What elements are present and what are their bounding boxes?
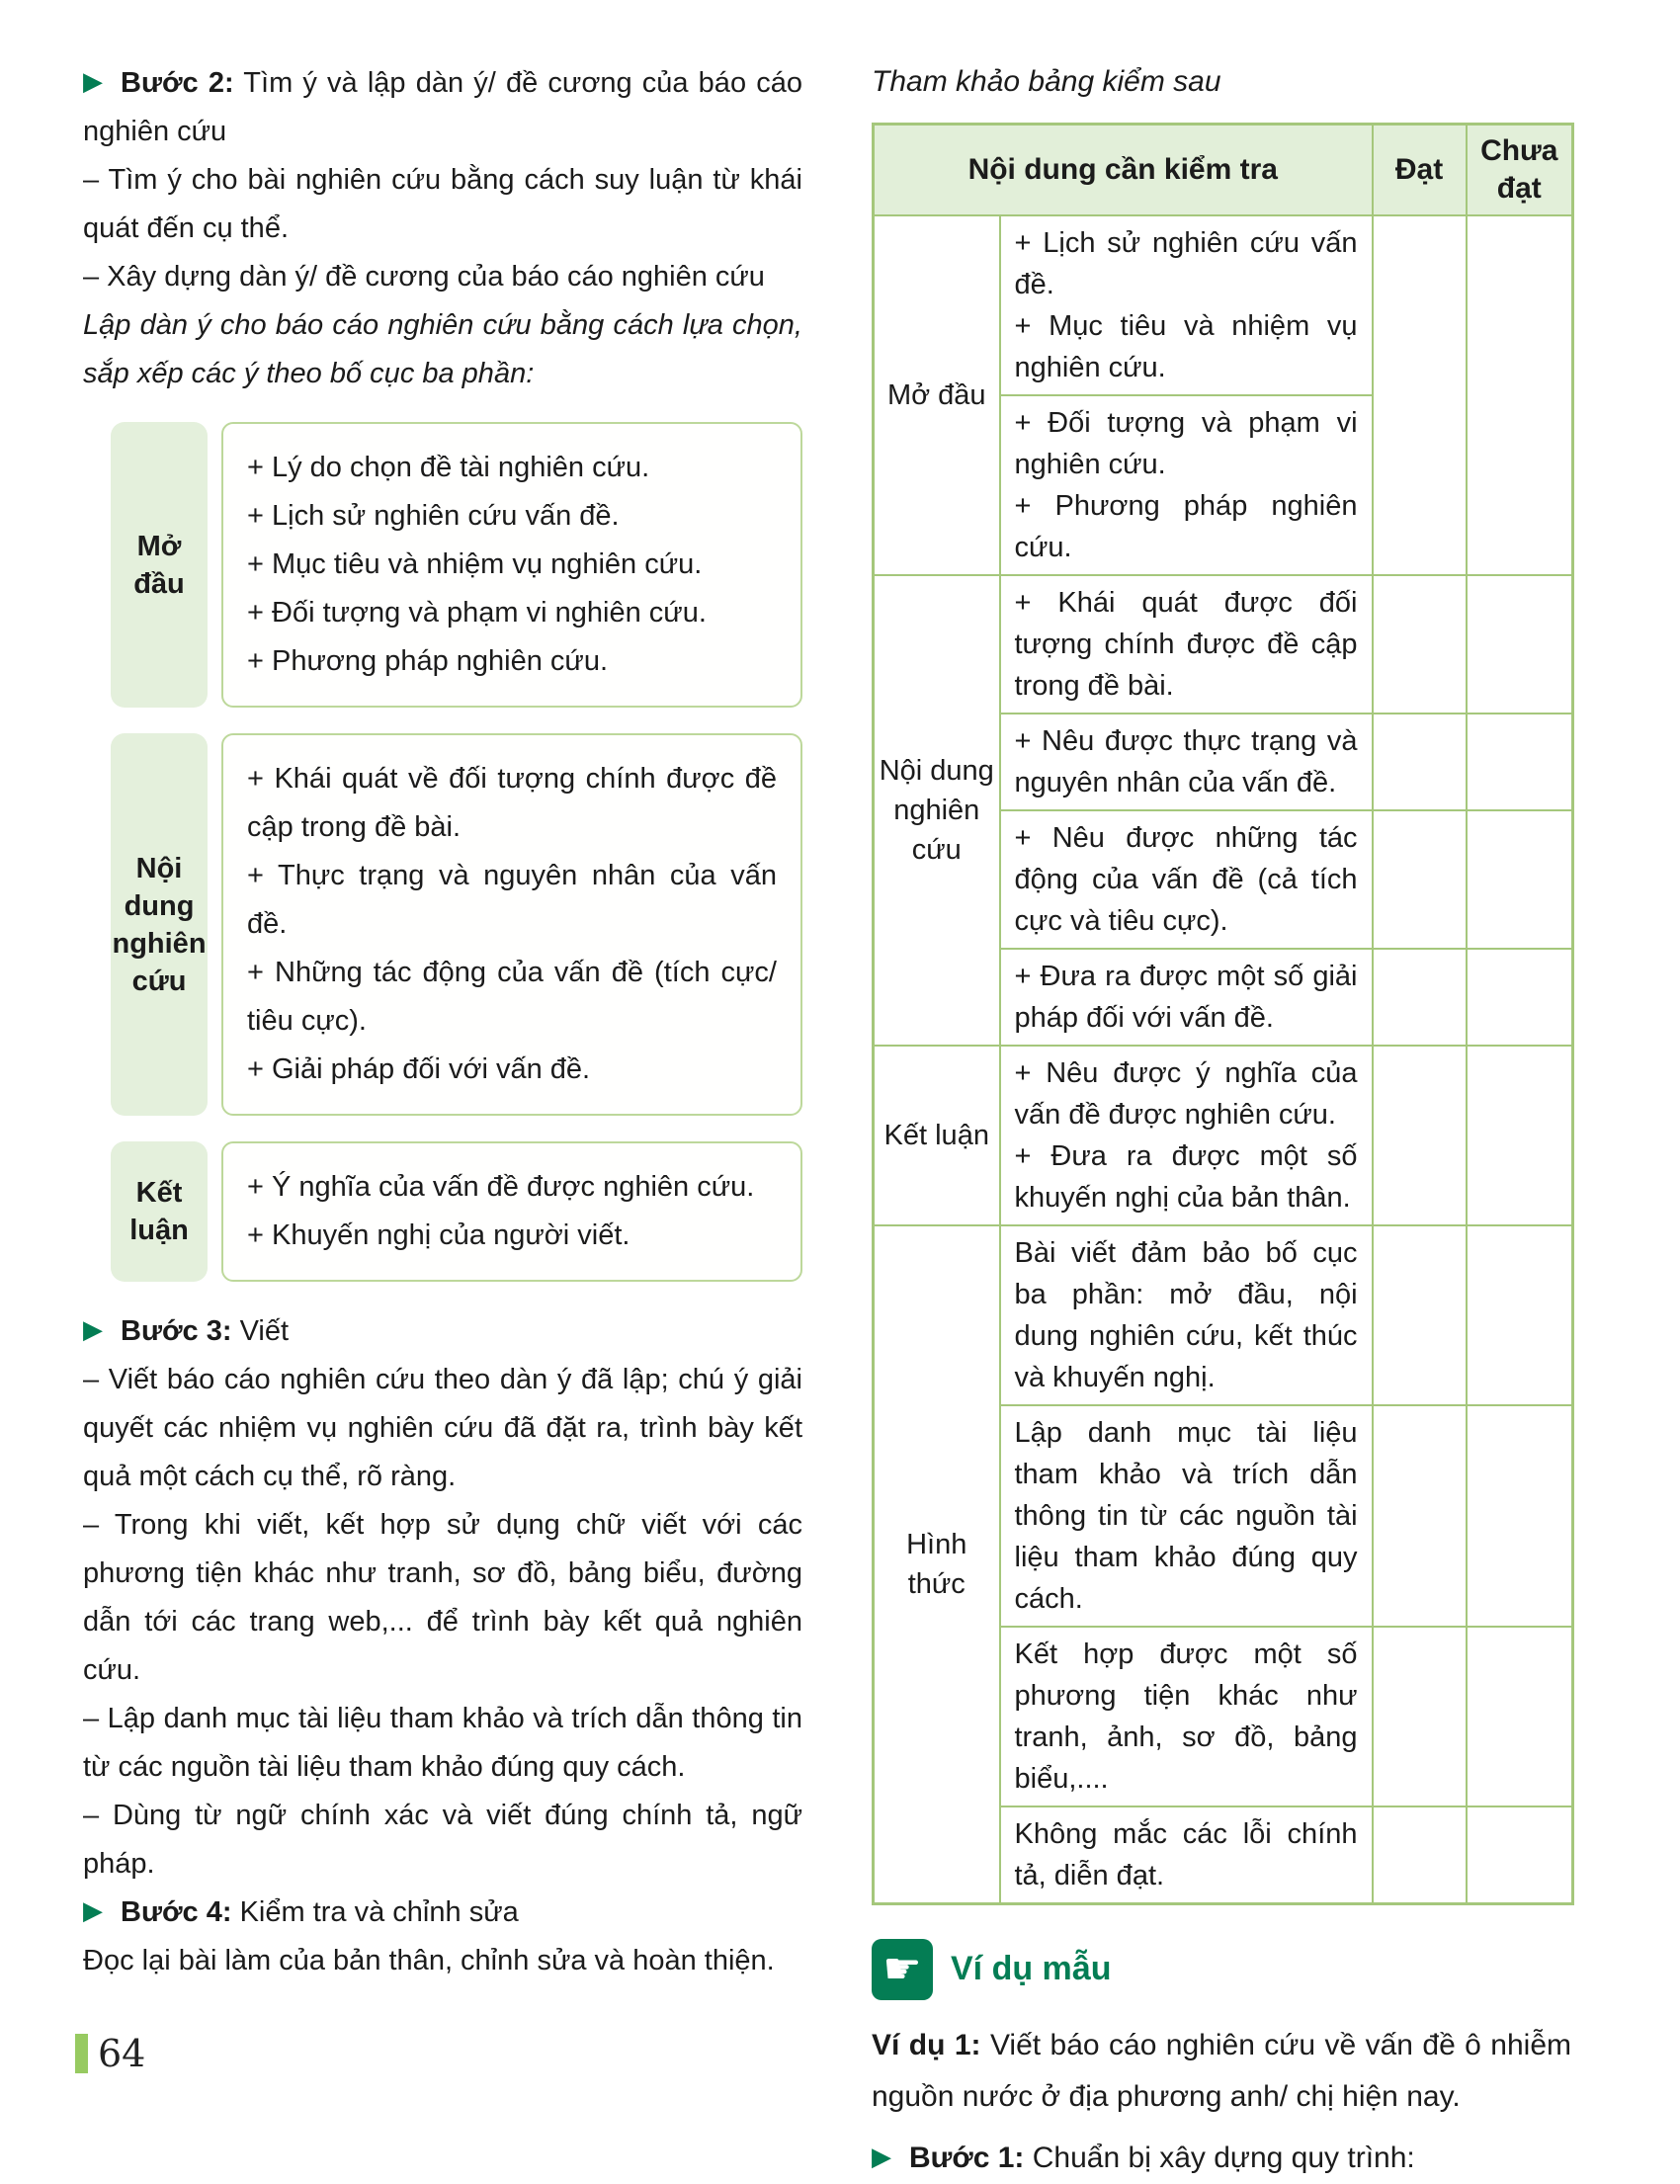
outline-group-content — [111, 733, 802, 1116]
left-column — [83, 59, 802, 1985]
outline-item: + Giải pháp đối với vấn đề. — [247, 1053, 591, 1085]
outline-item: + Phương pháp nghiên cứu. — [247, 645, 609, 677]
column-header-pass: Đạt — [1373, 125, 1467, 215]
table-group-label: Nội dung nghiên cứu — [874, 575, 1000, 1046]
checklist-item: + Phương pháp nghiên cứu. — [1014, 489, 1358, 563]
example-section-header — [872, 1939, 1571, 2000]
pointing-hand-glyph: ☛ — [882, 1944, 922, 1993]
check-cell-fail — [1467, 714, 1573, 810]
table-row — [874, 575, 1573, 714]
step-arrow-icon: ▶ — [83, 1314, 103, 1344]
check-cell-fail — [1467, 949, 1573, 1046]
criteria-cell — [1000, 215, 1373, 395]
checklist-item: + Nêu được ý nghĩa của vấn đề được nghiên cứu. — [1014, 1056, 1358, 1131]
step1-heading — [872, 2133, 1571, 2184]
checklist-caption: Tham khảo bảng kiểm sau — [872, 65, 1221, 98]
step-arrow-icon: ▶ — [83, 1895, 103, 1925]
column-header-fail: Chưa đạt — [1467, 125, 1573, 215]
outline-item: + Mục tiêu và nhiệm vụ nghiên cứu. — [247, 548, 703, 580]
checklist-item: Kết hợp được một số phương tiện khác như tranh, ảnh, sơ đồ, bảng biểu,.... — [1014, 1638, 1358, 1795]
step4-paragraph: Đọc lại bài làm của bản thân, chỉnh sửa và hoàn thiện. — [83, 1945, 775, 1976]
table-group-label: Mở đầu — [874, 215, 1000, 575]
step-arrow-icon: ▶ — [83, 66, 103, 96]
criteria-cell — [1000, 949, 1373, 1046]
checklist-item: Bài viết đảm bảo bố cục ba phần: mở đầu, nội dung nghiên cứu, kết thúc và khuyến nghị. — [1014, 1236, 1358, 1393]
step3-text: Viết — [239, 1315, 290, 1347]
check-cell-pass — [1373, 1046, 1467, 1225]
example-section-title: Ví dụ mẫu — [951, 1950, 1112, 1987]
example1-label: Ví dụ 1: — [872, 2028, 981, 2061]
outline-label-conclusion: Kết luận — [111, 1141, 208, 1282]
checklist-item: + Mục tiêu và nhiệm vụ nghiên cứu. — [1014, 309, 1358, 383]
step1-label: Bước 1: — [909, 2141, 1025, 2174]
check-cell-pass — [1373, 1806, 1467, 1904]
check-cell-fail — [1467, 1405, 1573, 1627]
check-cell-fail — [1467, 1225, 1573, 1405]
checklist-item: + Khái quát được đối tượng chính được đề cập trong đề bài. — [1014, 586, 1358, 702]
outline-box-content — [221, 733, 802, 1116]
step3-paragraph: – Lập danh mục tài liệu tham khảo và trích dẫn thông tin từ các nguồn tài liệu tham khảo đúng quy cách. — [83, 1703, 802, 1783]
check-cell-pass — [1373, 1627, 1467, 1806]
check-cell-pass — [1373, 1225, 1467, 1405]
checklist-item: Lập danh mục tài liệu tham khảo và trích dẫn thông tin từ các nguồn tài liệu tham khảo đúng quy cách. — [1014, 1416, 1358, 1615]
check-cell-pass — [1373, 215, 1467, 575]
table-row — [874, 1046, 1573, 1225]
paragraph-build-outline: – Xây dựng dàn ý/ đề cương của báo cáo nghiên cứu — [83, 261, 765, 293]
criteria-cell — [1000, 1627, 1373, 1806]
page-number-value: 64 — [98, 2032, 146, 2075]
column-header-criteria: Nội dung cần kiểm tra — [874, 125, 1373, 215]
example1-paragraph — [872, 2020, 1571, 2123]
example1-text: Viết báo cáo nghiên cứu về vấn đề ô nhiễm nguồn nước ở địa phương anh/ chị hiện nay. — [872, 2028, 1571, 2113]
criteria-cell — [1000, 810, 1373, 949]
outline-item: + Khuyến nghị của người viết. — [247, 1219, 630, 1251]
outline-box-conclusion — [221, 1141, 802, 1282]
step3-label: Bước 3: — [121, 1315, 232, 1347]
step3-paragraph: – Dùng từ ngữ chính xác và viết đúng chính tả, ngữ pháp. — [83, 1800, 802, 1880]
step2-label: Bước 2: — [121, 67, 234, 99]
criteria-cell — [1000, 575, 1373, 714]
outline-item: + Những tác động của vấn đề (tích cực/ tiêu cực). — [247, 957, 777, 1037]
outline-item: + Lịch sử nghiên cứu vấn đề. — [247, 500, 620, 532]
checklist-item: + Nêu được những tác động của vấn đề (cả tích cực và tiêu cực). — [1014, 821, 1358, 937]
outline-box-opening — [221, 422, 802, 708]
outline-group-opening — [111, 422, 802, 708]
checklist-item: + Đưa ra được một số giải pháp đối với vấn đề. — [1014, 960, 1358, 1034]
outline-group-conclusion — [111, 1141, 802, 1282]
checklist-item: + Đưa ra được một số khuyến nghị của bản thân. — [1014, 1139, 1358, 1214]
outline-item: + Lý do chọn đề tài nghiên cứu. — [247, 452, 650, 483]
step3-heading — [83, 1307, 802, 1356]
check-cell-fail — [1467, 1627, 1573, 1806]
check-cell-fail — [1467, 575, 1573, 714]
check-cell-fail — [1467, 1046, 1573, 1225]
step4-heading — [83, 1889, 802, 1937]
table-group-label: Hình thức — [874, 1225, 1000, 1904]
step4-text: Kiểm tra và chỉnh sửa — [239, 1896, 519, 1928]
paragraph-find-ideas: – Tìm ý cho bài nghiên cứu bằng cách suy luận từ khái quát đến cụ thể. — [83, 164, 802, 244]
page-number — [75, 2032, 145, 2075]
step-arrow-icon: ▶ — [872, 2141, 891, 2171]
check-cell-fail — [1467, 1806, 1573, 1904]
table-group-label: Kết luận — [874, 1046, 1000, 1225]
outline-label-content: Nội dung nghiên cứu — [111, 733, 208, 1116]
table-row — [874, 1225, 1573, 1405]
criteria-cell — [1000, 1046, 1373, 1225]
step4-label: Bước 4: — [121, 1896, 232, 1928]
step3-paragraph: – Viết báo cáo nghiên cứu theo dàn ý đã lập; chú ý giải quyết các nhiệm vụ nghiên cứu đã đặt ra, trình bày kết quả một cách cụ thể, rõ ràng. — [83, 1364, 802, 1492]
outline-label-opening: Mở đầu — [111, 422, 208, 708]
criteria-cell — [1000, 395, 1373, 575]
outline-item: + Đối tượng và phạm vi nghiên cứu. — [247, 597, 707, 629]
criteria-cell — [1000, 714, 1373, 810]
checklist-table — [872, 123, 1574, 1905]
outline-item: + Thực trạng và nguyên nhân của vấn đề. — [247, 860, 777, 940]
checklist-item: Không mắc các lỗi chính tả, diễn đạt. — [1014, 1817, 1358, 1891]
check-cell-pass — [1373, 575, 1467, 714]
outline-item: + Khái quát về đối tượng chính được đề cập trong đề bài. — [247, 763, 777, 843]
checklist-item: + Lịch sử nghiên cứu vấn đề. — [1014, 226, 1358, 300]
check-cell-pass — [1373, 810, 1467, 949]
step3-paragraph: – Trong khi viết, kết hợp sử dụng chữ viết với các phương tiện khác như tranh, sơ đồ, bảng biểu, đường dẫn tới các trang web,... để trình bày kết quả nghiên cứu. — [83, 1509, 802, 1686]
check-cell-pass — [1373, 714, 1467, 810]
step2-text: Tìm ý và lập dàn ý/ đề cương của báo cáo nghiên cứu — [83, 67, 802, 147]
page-number-bar — [75, 2034, 88, 2073]
check-cell-fail — [1467, 810, 1573, 949]
outline-item: + Ý nghĩa của vấn đề được nghiên cứu. — [247, 1171, 755, 1203]
outline-instruction: Lập dàn ý cho báo cáo nghiên cứu bằng cách lựa chọn, sắp xếp các ý theo bố cục ba phần: — [83, 309, 802, 389]
step2-heading — [83, 59, 802, 156]
step1-text: Chuẩn bị xây dựng quy trình: — [1032, 2141, 1415, 2174]
check-cell-pass — [1373, 1405, 1467, 1627]
criteria-cell — [1000, 1806, 1373, 1904]
checklist-item: + Nêu được thực trạng và nguyên nhân của vấn đề. — [1014, 724, 1358, 798]
pointing-hand-icon — [872, 1939, 933, 2000]
check-cell-pass — [1373, 949, 1467, 1046]
right-column — [872, 59, 1571, 2184]
table-row — [874, 215, 1573, 395]
criteria-cell — [1000, 1405, 1373, 1627]
check-cell-fail — [1467, 215, 1573, 575]
table-header-row — [874, 125, 1573, 215]
checklist-item: + Đối tượng và phạm vi nghiên cứu. — [1014, 406, 1358, 480]
criteria-cell — [1000, 1225, 1373, 1405]
